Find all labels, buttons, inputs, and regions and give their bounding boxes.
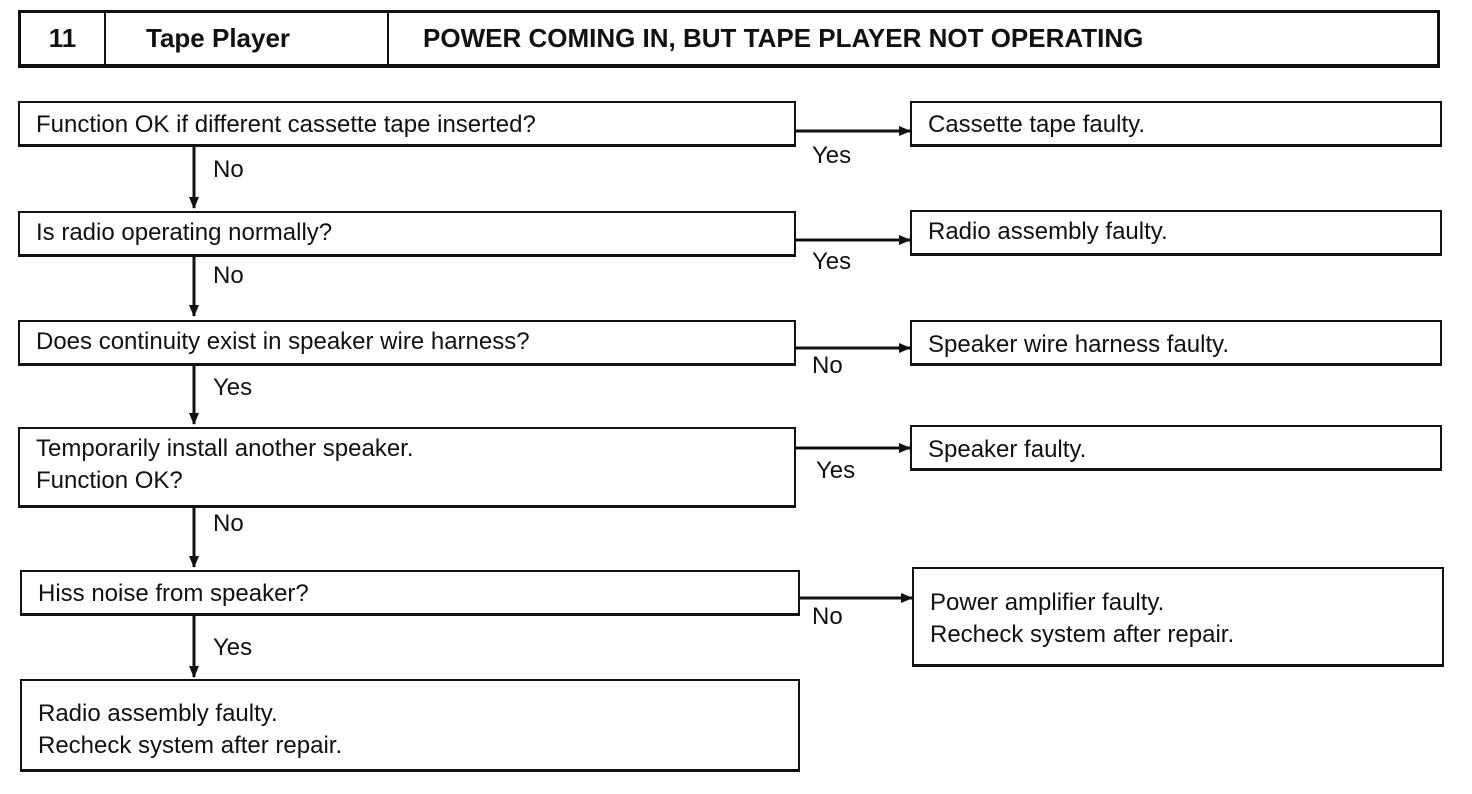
down-label-5: Yes	[213, 634, 253, 661]
result-box-1: Cassette tape faulty.	[910, 101, 1442, 147]
question-box-5: Hiss noise from speaker?	[20, 570, 800, 616]
system-name: Tape Player	[106, 13, 389, 64]
down-label-1: No	[213, 156, 244, 183]
side-label-3: No	[812, 352, 843, 379]
result-box-4: Speaker faulty.	[910, 425, 1442, 471]
question-box-3: Does continuity exist in speaker wire harness?	[18, 320, 796, 366]
down-label-3: Yes	[213, 374, 253, 401]
down-label-2: No	[213, 262, 244, 289]
question-box-1: Function OK if different cassette tape inserted?	[18, 101, 796, 147]
side-label-5: No	[812, 603, 843, 630]
step-number: 11	[21, 13, 106, 64]
question-box-4: Temporarily install another speaker. Function OK?	[18, 427, 796, 508]
down-label-4: No	[213, 510, 244, 537]
final-result-box: Radio assembly faulty. Recheck system after repair.	[20, 679, 800, 772]
symptom-title: POWER COMING IN, BUT TAPE PLAYER NOT OPERATING	[423, 23, 1144, 53]
result-box-5: Power amplifier faulty. Recheck system after repair.	[912, 567, 1444, 667]
result-box-2: Radio assembly faulty.	[910, 210, 1442, 256]
side-label-1: Yes	[812, 142, 852, 169]
result-box-3: Speaker wire harness faulty.	[910, 320, 1442, 366]
side-label-4: Yes	[816, 457, 856, 484]
side-label-2: Yes	[812, 248, 852, 275]
question-box-2: Is radio operating normally?	[18, 211, 796, 257]
